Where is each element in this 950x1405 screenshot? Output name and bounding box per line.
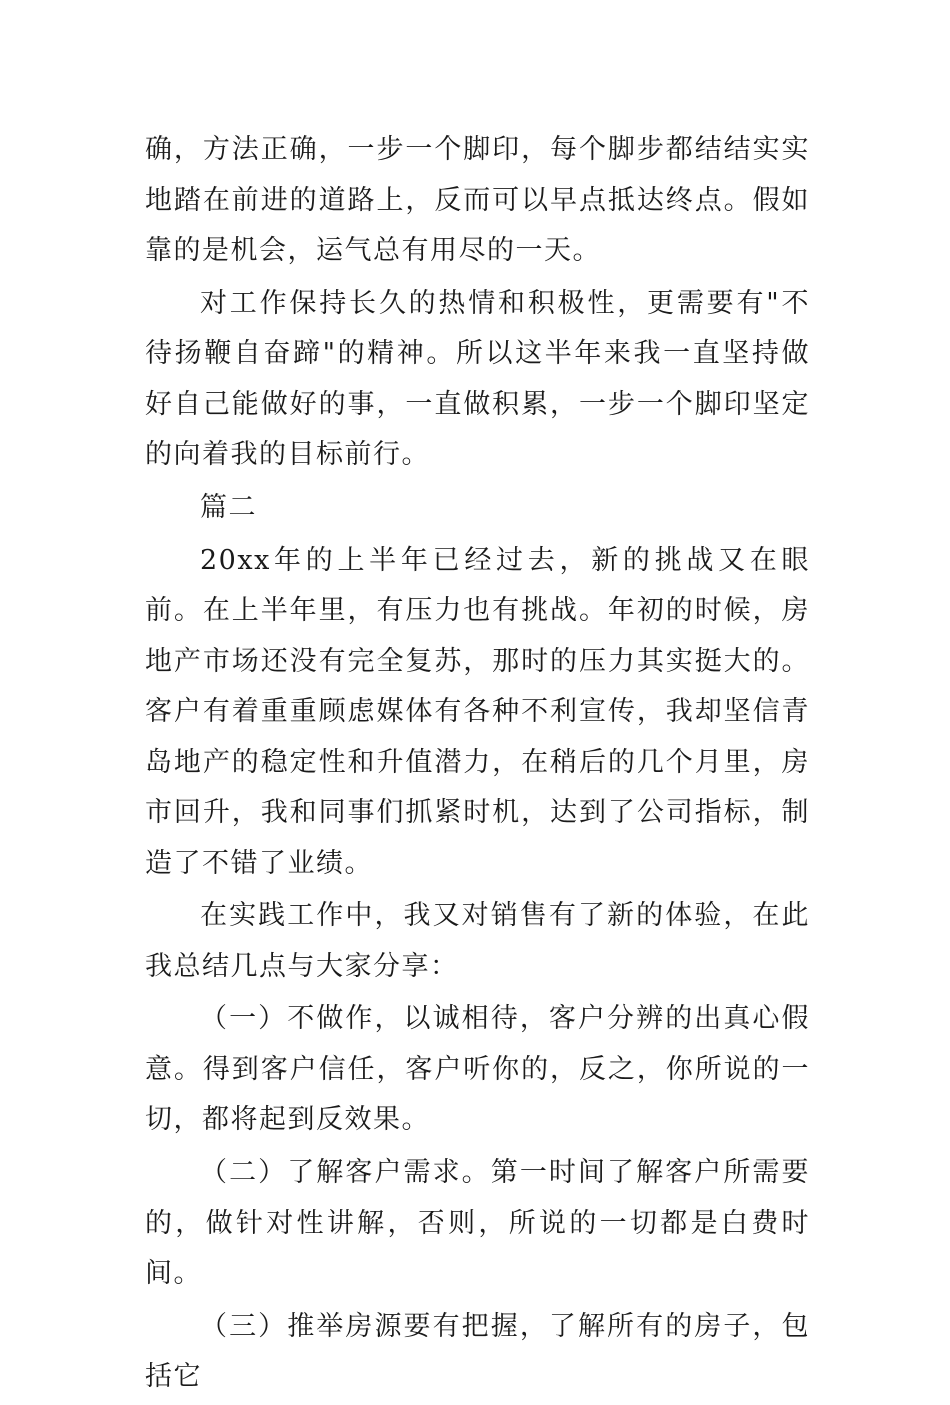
document-body (145, 125, 810, 1405)
paragraph-1: 确，方法正确，一步一个脚印，每个脚步都结结实实地踏在前进的道路上，反而可以早点抵达终点。假如靠的是机会，运气总有用尽的一天。 (145, 134, 810, 266)
paragraph-3: 20xx年的上半年已经过去，新的挑战又在眼前。在上半年里，有压力也有挑战。年初的时候，房地产市场还没有完全复苏，那时的压力其实挺大的。客户有着重重顾虑媒体有各种不利宣传，我却坚信青岛地产的稳定性和升值潜力，在稍后的几个月里，房市回升，我和同事们抓紧时机，达到了公司指标，制造了不错了业绩。 (145, 544, 810, 879)
paragraph-4: 在实践工作中，我又对销售有了新的体验，在此我总结几点与大家分享： (145, 900, 810, 982)
list-item-3: （三）推举房源要有把握，了解所有的房子，包括它 (145, 1310, 810, 1393)
section-heading: 篇二 (200, 491, 257, 523)
paragraph-2: 对工作保持长久的热情和积极性，更需要有"不待扬鞭自奋蹄"的精神。所以这半年来我一直坚持做好自己能做好的事，一直做积累，一步一个脚印坚定的向着我的目标前行。 (145, 287, 810, 471)
list-item-2: （二）了解客户需求。第一时间了解客户所需要的，做针对性讲解，否则，所说的一切都是白费时间。 (145, 1157, 810, 1290)
list-item-1: （一）不做作，以诚相待，客户分辨的出真心假意。得到客户信任，客户听你的，反之，你所说的一切，都将起到反效果。 (145, 1003, 810, 1136)
